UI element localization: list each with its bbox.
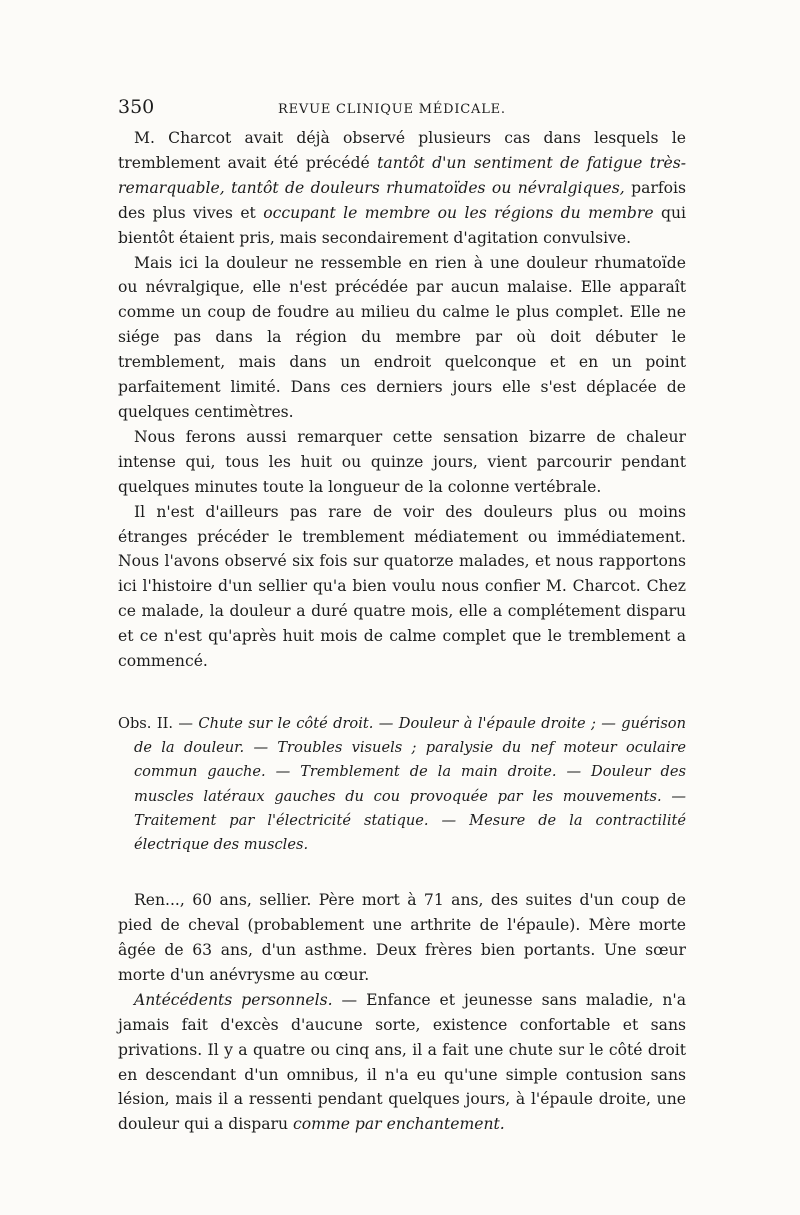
page-header (118, 96, 686, 126)
page-number: 350 (118, 96, 155, 118)
paragraph-text: M. Charcot avait déjà observé plusieurs cas dans lesquels le tremblement avait été précédé (118, 129, 686, 172)
paragraph-text: parfois des plus vives et (118, 178, 686, 222)
running-title: REVUE CLINIQUE MÉDICALE. (278, 102, 506, 117)
emphasis-text: occupant le membre ou les régions du membre (263, 203, 654, 222)
paragraph-charcot-observations (118, 126, 686, 251)
emphasis-text: comme par enchantement. (293, 1115, 505, 1134)
page (118, 96, 686, 1137)
observation-summary: Chute sur le côté droit. — Douleur à l'épaule droite ; — guérison de la douleur. — Troubles visuels ; paralysie du nef moteur oculaire commun gauche. — Tremblement de la main droite. — Douleur des muscles latéraux gauches du cou provoquée par les mouvements. — Traitement par l'électricité statique. — Mesure de la contractilité électrique des muscles. (134, 714, 686, 853)
paragraph-text: qui bientôt étaient pris, mais secondairement d'agitation convulsive. (118, 203, 686, 247)
paragraph-douleurs-etranges: Il n'est d'ailleurs pas rare de voir des douleurs plus ou moins étranges précéder le tremblement médiatement ou immédiatement. Nous l'avons observé six fois sur quatorze malades, et nous rapportons ici l'histoire d'un sellier qu'a bien voulu nous confier M. Charcot. Chez ce malade, la douleur a duré quatre mois, elle a complétement disparu et ce n'est qu'après huit mois de calme complet que le tremblement a commencé. (118, 502, 686, 671)
paragraph-chaleur: Nous ferons aussi remarquer cette sensation bizarre de chaleur intense qui, tous les huit ou quinze jours, vient parcourir pendant quelques minutes toute la longueur de la colonne vertébrale. (118, 427, 686, 496)
section-label: Antécédents personnels. (134, 990, 333, 1009)
paragraph-douleur: Mais ici la douleur ne ressemble en rien à une douleur rhumatoïde ou névralgique, elle n'est précédée par aucun malaise. Elle apparaît comme un coup de foudre au milieu du calme le plus complet. Elle ne siége pas dans la région du membre par où doit débuter le tremblement, mais dans un endroit quelconque et en un point parfaitement limité. Dans ces derniers jours elle s'est déplacée de quelques centimètres. (118, 253, 686, 421)
paragraph-patient-history: Ren..., 60 ans, sellier. Père mort à 71 ans, des suites d'un coup de pied de cheval (probablement une arthrite de l'épaule). Mère morte âgée de 63 ans, d'un asthme. Deux frères bien portants. Une sœur morte d'un anévrysme au cœur. (118, 891, 686, 984)
paragraph-text: — Enfance et jeunesse sans maladie, n'a jamais fait d'excès d'aucune sorte, existence confortable et sans privations. Il y a quatre ou cinq ans, il a fait une chute sur le côté droit en descendant d'un omnibus, il n'a eu qu'une simple contusion sans lésion, mais il a ressenti pendant quelques jours, à l'épaule droite, une douleur qui a disparu (118, 990, 686, 1134)
emphasis-text: tantôt d'un sentiment de fatigue très-remarquable, tantôt de douleurs rhumatoïdes ou névralgiques, (118, 153, 686, 197)
paragraph-antecedents (118, 988, 686, 1137)
observation-label: Obs. II. — (118, 714, 199, 732)
observation-heading (118, 712, 686, 857)
